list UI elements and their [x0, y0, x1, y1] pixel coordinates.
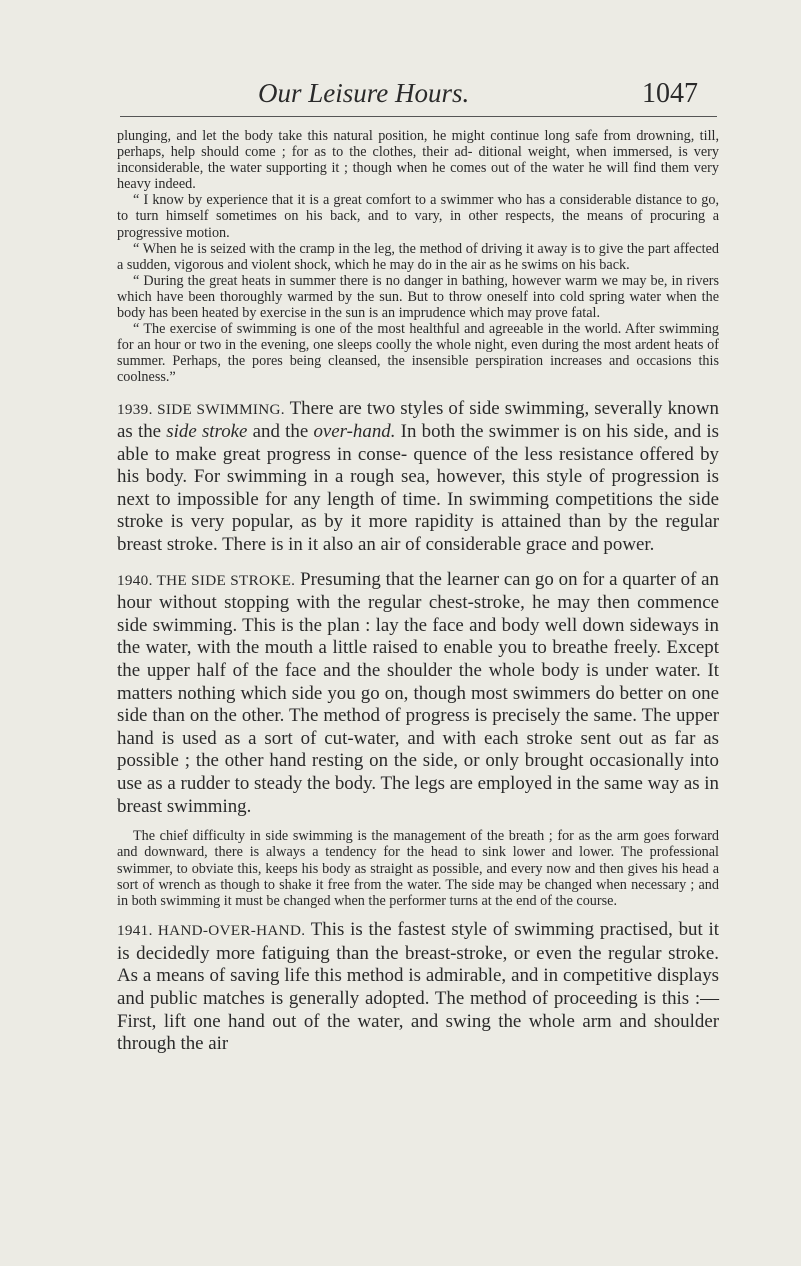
quote-paragraph: “ When he is seized with the cramp in the leg, the method of driving it away is to give the part affected a sudden, vigorous and violent shock, which he may do in the air as he swims on his back.	[117, 240, 719, 273]
section-text: This is the fastest style of swimming practised, but it is decidedly more fatiguing than the breast-stroke, or even the regular stroke. As a means of saving life this method is admirable, and in competitive displays and public matches is generally adopted. The method of proceeding is this :—First, lift one hand out of the water, and swing the whole arm and shoulder through the air	[117, 919, 719, 1055]
section-1941	[117, 919, 719, 1056]
quote-paragraph: “ During the great heats in summer there is no danger in bathing, however warm we may be, in rivers which have been thoroughly warmed by the sun. But to throw oneself into cold spring water when the body has been heated by exercise in the sun is an imprudence which may prove fatal.	[117, 272, 719, 322]
section-text: Presuming that the learner can go on for a quarter of an hour without stopping with the regular chest-stroke, he may then commence side swimming. This is the plan : lay the face and body well down sideways in the water, with the mouth a little raised to enable you to breathe freely. Except the upper half of the face and the shoulder the whole body is under water. It matters nothing which side you go on, though most swimmers do better on one side than on the other. The method of progress is precisely the same. The upper hand is used as a sort of cut-water, and with each stroke sent out as far as possible ; the other hand resting on the side, or only brought occasionally into use as a rudder to steady the body. The legs are employed in the same way as in breast swimming.	[117, 568, 719, 817]
section-text: and the	[247, 421, 314, 443]
section-1940-note: The chief difficulty in side swimming is the management of the breath ; for as the arm goes forward and downward, there is always a tendency for the head to sink lower and lower. The professional swimmer, to obviate this, keeps his body as straight as possible, and every now and then gives his head a sort of wrench as though to shake it free from the water. The side may be changed when necessary ; and in both swimming it must be changed when the performer turns at the end of the course.	[117, 828, 719, 909]
header-rule	[120, 116, 717, 117]
quoted-passage	[117, 128, 719, 386]
section-1939	[117, 398, 719, 557]
emphasis-term: over-hand.	[313, 421, 396, 443]
quote-paragraph: “ The exercise of swimming is one of the most healthful and agreeable in the world. After swimming for an hour or two in the evening, one sleeps coolly the whole night, even during the most ardent heats of summer. Perhaps, the pores being cleansed, the insensible perspiration increases and occasions this coolness.”	[117, 321, 719, 386]
section-heading: 1941. HAND-OVER-HAND.	[117, 922, 306, 940]
section-text: There are two styles of side swimming, severally known as the	[117, 397, 719, 443]
section-heading: 1940. THE SIDE STROKE.	[117, 571, 296, 589]
quote-paragraph: plunging, and let the body take this natural position, he might continue long safe from drowning, till, perhaps, help should come ; for as to the clothes, their ad- ditional weight, when immersed, is very inconsiderable, the water supporting it ; though when he comes out of the water he will find them very heavy indeed.	[117, 128, 719, 193]
quote-paragraph: “ I know by experience that it is a great comfort to a swimmer who has a considerable distance to go, to turn himself sometimes on his back, and to vary, in other respects, the means of procuring a progressive motion.	[117, 192, 719, 241]
page-number: 1047	[642, 78, 698, 109]
section-1940	[117, 569, 719, 819]
section-text: In both the swimmer is on his side, and is able to make great progress in conse- quence of the less resistance offered by his body. For swimming in a rough sea, however, this style of progression is next to impossible for any length of time. In swimming competitions the side stroke is very popular, as by it more rapidity is attained than by the regular breast stroke. There is in it also an air of considerable grace and power.	[117, 421, 719, 556]
section-heading: 1939. SIDE SWIMMING.	[117, 400, 285, 418]
running-title: Our Leisure Hours.	[258, 78, 470, 108]
emphasis-term: side stroke	[166, 421, 248, 443]
page-body	[117, 128, 719, 1056]
